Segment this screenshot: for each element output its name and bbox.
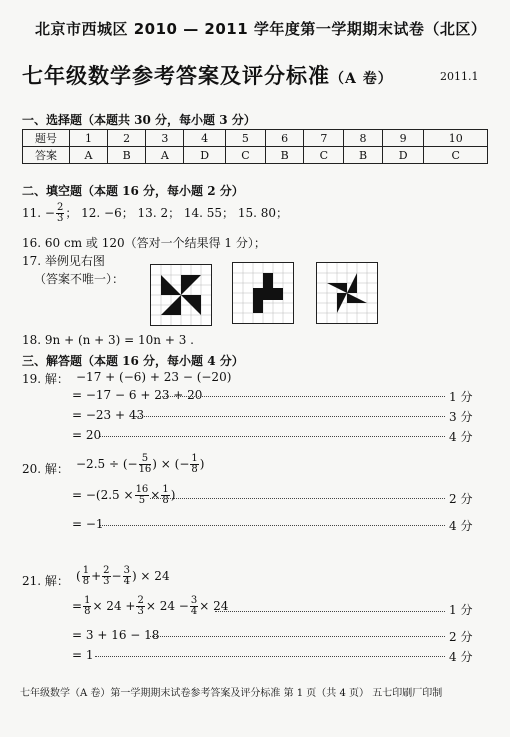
q20-step-0-part-c: ) — [199, 457, 205, 471]
q20-score-1: 2 分 — [449, 492, 473, 506]
q17-note: （答案不唯一）： — [34, 272, 125, 286]
question-number: 4 — [184, 130, 226, 147]
q17-label: 17. 举例见右图 — [22, 254, 105, 268]
q19-step-3: = 20 — [72, 428, 102, 442]
fraction — [83, 596, 91, 617]
pinwheel-figure-1 — [150, 264, 212, 326]
answer-cell: D — [382, 147, 424, 164]
pinwheel-figure-2 — [316, 262, 378, 324]
question-number: 9 — [382, 130, 424, 147]
q11-denominator: 3 — [56, 213, 64, 224]
question-number: 3 — [146, 130, 184, 147]
question-number: 8 — [344, 130, 383, 147]
volume-label: （A 卷） — [330, 71, 393, 87]
answer-cell: B — [344, 147, 383, 164]
answer-table — [22, 129, 488, 164]
denominator: 4 — [123, 576, 130, 587]
denominator: 8 — [191, 464, 198, 475]
fraction — [139, 454, 152, 475]
fraction — [136, 596, 144, 617]
row-label-question: 题号 — [23, 130, 70, 147]
answer-row — [23, 147, 488, 164]
exam-date: 2011.1 — [440, 70, 479, 83]
answer-cell: A — [146, 147, 184, 164]
q19-step-0: −17 + (−6) + 23 − (−20) — [76, 370, 232, 384]
dotted-leader — [100, 436, 445, 437]
q20-score-2: 4 分 — [449, 519, 473, 533]
answer-cell: B — [107, 147, 146, 164]
answer-cell: C — [225, 147, 265, 164]
numerator: 1 — [162, 484, 169, 495]
section-2-heading: 二、填空题（本题 16 分，每小题 2 分） — [22, 184, 244, 198]
answer-cell: C — [424, 147, 488, 164]
q20-step-1-part-b: × — [150, 488, 161, 502]
numerator: 2 — [137, 595, 144, 606]
fraction — [161, 485, 169, 506]
dotted-leader — [150, 498, 445, 499]
q18-answer: 18. 9n + (n + 3) = 10n + 3 . — [22, 333, 194, 347]
q21-label: 21. 解： — [22, 574, 69, 588]
answer-cell: B — [265, 147, 304, 164]
answer-cell: C — [304, 147, 344, 164]
fraction — [190, 454, 198, 475]
q21-step-1-part-a: = — [72, 599, 83, 613]
section-3-heading: 三、解答题（本题 16 分，每小题 4 分） — [22, 354, 244, 368]
exam-title: 北京市西城区 2010 — 2011 学年度第一学期期末试卷（北区） — [35, 20, 487, 38]
q19-score-2: 3 分 — [449, 410, 473, 424]
row-label-answer: 答案 — [23, 147, 70, 164]
numerator: 3 — [123, 565, 130, 576]
numerator: 16 — [135, 484, 149, 495]
fraction — [123, 566, 131, 587]
page-footer: 七年级数学（A 卷）第一学期期末试卷参考答案及评分标准 第 1 页（共 4 页） 五七印刷厂印制 — [20, 688, 443, 699]
denominator: 3 — [103, 576, 110, 587]
denominator: 16 — [138, 464, 152, 475]
denominator: 8 — [162, 495, 169, 506]
q21-score-1: 1 分 — [449, 603, 473, 617]
q21-step-1-part-d: × 24 — [199, 599, 229, 613]
answer-cell: D — [184, 147, 226, 164]
question-number: 10 — [424, 130, 488, 147]
q20-step-1-part-c: ) — [170, 488, 176, 502]
q20-step-0-part-a: −2.5 ÷ (− — [76, 457, 138, 471]
q11-fraction — [56, 203, 64, 224]
denominator: 5 — [138, 495, 146, 506]
numerator: 1 — [82, 565, 90, 576]
numerator: 3 — [190, 595, 198, 606]
minus-sign: − — [111, 569, 122, 583]
q21-step-1-part-b: × 24 + — [92, 599, 136, 613]
q20-step-0-part-b: ) × (− — [152, 457, 190, 471]
q21-step-2: = 3 + 16 − 18 — [72, 628, 160, 642]
q21-step-0-part-b: ) × 24 — [131, 569, 170, 583]
q12-15-text: ； 12. −6； 13. 2； 14. 55； 15. 80； — [65, 206, 289, 220]
denominator: 3 — [137, 606, 144, 617]
q21-step-1-part-c: × 24 − — [145, 599, 189, 613]
dotted-leader — [100, 525, 445, 526]
q11-numerator: 2 — [56, 202, 64, 213]
fraction — [190, 596, 198, 617]
numerator: 2 — [103, 565, 110, 576]
q16-answer: 16. 60 cm 或 120（答对一个结果得 1 分）； — [22, 236, 266, 250]
page-title — [22, 60, 393, 90]
dotted-leader — [215, 611, 445, 612]
denominator: 8 — [84, 606, 91, 617]
dotted-leader — [95, 656, 445, 657]
q21-step-3: = 1 — [72, 648, 94, 662]
denominator: 8 — [82, 576, 90, 587]
fraction — [82, 566, 90, 587]
section-1-heading: 一、选择题（本题共 30 分，每小题 3 分） — [22, 113, 256, 127]
q19-label: 19. 解： — [22, 372, 69, 386]
q19-step-1: = −17 − 6 + 23 + 20 — [72, 388, 203, 402]
dotted-leader — [150, 636, 445, 637]
fraction — [135, 485, 150, 506]
main-title-text: 七年级数学参考答案及评分标准 — [22, 63, 330, 88]
q20-step-2: = −1 — [72, 517, 104, 531]
dotted-leader — [130, 416, 445, 417]
question-number: 2 — [107, 130, 146, 147]
q19-step-2: = −23 + 43 — [72, 408, 145, 422]
cross-figure — [232, 262, 294, 324]
numerator: 1 — [191, 453, 198, 464]
plus-sign: + — [91, 569, 102, 583]
q21-step-1 — [72, 596, 228, 617]
q21-step-0 — [76, 566, 170, 587]
question-number: 6 — [265, 130, 304, 147]
answer-cell: A — [70, 147, 108, 164]
question-number: 1 — [70, 130, 108, 147]
q20-step-0 — [76, 454, 204, 475]
question-number: 7 — [304, 130, 344, 147]
q20-step-1 — [72, 485, 175, 506]
q20-step-1-part-a: = −(2.5 × — [72, 488, 134, 502]
q21-score-3: 4 分 — [449, 650, 473, 664]
numerator: 1 — [84, 595, 91, 606]
dotted-leader — [160, 396, 445, 397]
question-number-row — [23, 130, 488, 147]
q20-label: 20. 解： — [22, 462, 69, 476]
q19-score-1: 1 分 — [449, 390, 473, 404]
q21-score-2: 2 分 — [449, 630, 473, 644]
q11-prefix: 11. − — [22, 206, 55, 220]
numerator: 5 — [139, 454, 152, 465]
q21-step-0-part-a: ( — [76, 569, 81, 583]
question-number: 5 — [225, 130, 265, 147]
q19-score-3: 4 分 — [449, 430, 473, 444]
q11-15-answers — [22, 203, 288, 224]
denominator: 4 — [190, 606, 198, 617]
fraction — [102, 566, 110, 587]
